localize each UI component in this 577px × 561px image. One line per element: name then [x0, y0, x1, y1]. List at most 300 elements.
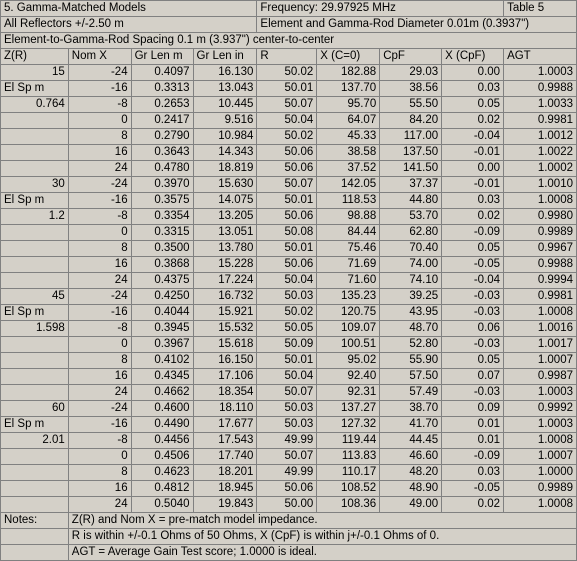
column-header: CpF	[380, 49, 442, 65]
table-cell: 135.23	[317, 289, 380, 305]
table-cell	[1, 113, 69, 129]
table-row	[1, 497, 577, 513]
table-cell: 92.31	[317, 385, 380, 401]
table-cell: 50.03	[257, 289, 317, 305]
table-cell: 48.70	[380, 321, 442, 337]
table-cell: 18.201	[193, 465, 257, 481]
table-cell: El Sp m	[1, 305, 69, 321]
table-cell: 71.60	[317, 273, 380, 289]
table-cell: 37.37	[380, 177, 442, 193]
table-heading: 5. Gamma-Matched Models	[1, 1, 257, 17]
table-cell: 0.3970	[131, 177, 193, 193]
table-cell: 100.51	[317, 337, 380, 353]
table-cell: 74.10	[380, 273, 442, 289]
table-cell: 10.445	[193, 97, 257, 113]
table-cell: 53.70	[380, 209, 442, 225]
table-cell: 0.02	[442, 113, 504, 129]
table-cell: 48.90	[380, 481, 442, 497]
table-cell	[1, 241, 69, 257]
diameter-note: Element and Gamma-Rod Diameter 0.01m (0.3937")	[257, 17, 577, 33]
table-cell	[1, 225, 69, 241]
table-cell: 24	[68, 385, 131, 401]
notes-row	[1, 529, 577, 545]
table-cell	[1, 161, 69, 177]
column-header: Nom X	[68, 49, 131, 65]
table-cell: 2.01	[1, 433, 69, 449]
column-header: Gr Len m	[131, 49, 193, 65]
table-cell: 50.01	[257, 81, 317, 97]
table-cell: 50.03	[257, 401, 317, 417]
table-row	[1, 257, 577, 273]
table-cell: 0.9989	[504, 225, 577, 241]
table-cell: 8	[68, 353, 131, 369]
table-cell: 0	[68, 225, 131, 241]
table-cell: 37.52	[317, 161, 380, 177]
table-cell: 45	[1, 289, 69, 305]
table-cell: 1.0008	[504, 193, 577, 209]
table-cell: 50.04	[257, 113, 317, 129]
table-cell: 1.2	[1, 209, 69, 225]
table-cell: 50.09	[257, 337, 317, 353]
table-row	[1, 449, 577, 465]
table-cell: 0.3575	[131, 193, 193, 209]
table-cell: 0	[68, 113, 131, 129]
table-cell: 50.07	[257, 385, 317, 401]
table-cell: 0.3315	[131, 225, 193, 241]
table-cell: 50.01	[257, 241, 317, 257]
table-cell: 0.9981	[504, 113, 577, 129]
table-row	[1, 369, 577, 385]
table-cell: 118.53	[317, 193, 380, 209]
table-cell: 0.9994	[504, 273, 577, 289]
notes-row	[1, 545, 577, 561]
table-cell: 55.50	[380, 97, 442, 113]
table-cell: 108.36	[317, 497, 380, 513]
table-cell: 50.02	[257, 305, 317, 321]
table-cell: 17.106	[193, 369, 257, 385]
table-cell: 0.03	[442, 81, 504, 97]
table-cell: 49.99	[257, 465, 317, 481]
table-cell: 141.50	[380, 161, 442, 177]
column-header-row	[1, 49, 577, 65]
table-row	[1, 321, 577, 337]
table-cell: 0.4102	[131, 353, 193, 369]
table-cell: -0.03	[442, 337, 504, 353]
table-cell: 84.20	[380, 113, 442, 129]
table-cell: 15	[1, 65, 69, 81]
table-row	[1, 97, 577, 113]
table-cell: 16	[68, 145, 131, 161]
table-cell: 0.2790	[131, 129, 193, 145]
table-cell: 0.4623	[131, 465, 193, 481]
table-cell: 1.0022	[504, 145, 577, 161]
table-cell: 50.05	[257, 321, 317, 337]
table-cell: 0.9967	[504, 241, 577, 257]
table-cell: 0	[68, 337, 131, 353]
table-cell: 13.051	[193, 225, 257, 241]
table-cell	[1, 353, 69, 369]
table-cell: 1.0008	[504, 305, 577, 321]
table-cell: 0.4662	[131, 385, 193, 401]
table-cell: El Sp m	[1, 417, 69, 433]
table-cell: 1.0008	[504, 433, 577, 449]
table-cell: 50.06	[257, 209, 317, 225]
table-cell: 18.354	[193, 385, 257, 401]
table-cell: 13.205	[193, 209, 257, 225]
table-cell: 50.07	[257, 449, 317, 465]
table-cell: 64.07	[317, 113, 380, 129]
table-cell: 29.03	[380, 65, 442, 81]
table-cell: 0.02	[442, 209, 504, 225]
table-cell: 50.08	[257, 225, 317, 241]
table-cell: 0.05	[442, 97, 504, 113]
table-cell: 50.02	[257, 65, 317, 81]
table-cell: 120.75	[317, 305, 380, 321]
table-cell: 44.80	[380, 193, 442, 209]
table-cell	[1, 449, 69, 465]
table-cell: 55.90	[380, 353, 442, 369]
table-cell: 0.4250	[131, 289, 193, 305]
table-cell: 74.00	[380, 257, 442, 273]
table-cell: -0.03	[442, 305, 504, 321]
table-cell: 1.0017	[504, 337, 577, 353]
table-cell: 0.4506	[131, 449, 193, 465]
table-cell	[1, 257, 69, 273]
column-header: X (CpF)	[442, 49, 504, 65]
table-cell: 0.3354	[131, 209, 193, 225]
table-cell: 24	[68, 497, 131, 513]
table-cell: -16	[68, 305, 131, 321]
table-cell: -0.04	[442, 129, 504, 145]
table-cell: 18.110	[193, 401, 257, 417]
table-cell: 13.043	[193, 81, 257, 97]
table-row	[1, 81, 577, 97]
table-cell: 16	[68, 257, 131, 273]
table-cell: 48.20	[380, 465, 442, 481]
table-cell: 0.01	[442, 417, 504, 433]
note-line: AGT = Average Gain Test score; 1.0000 is ideal.	[68, 545, 576, 561]
table-cell: 50.01	[257, 193, 317, 209]
table-cell: 15.921	[193, 305, 257, 321]
title-row-1	[1, 1, 577, 17]
table-cell: 142.05	[317, 177, 380, 193]
table-cell: 0.9992	[504, 401, 577, 417]
table-row	[1, 289, 577, 305]
table-cell: 98.88	[317, 209, 380, 225]
table-cell: 9.516	[193, 113, 257, 129]
table-cell: 0.00	[442, 65, 504, 81]
table-cell: 16	[68, 369, 131, 385]
table-cell: 0.5040	[131, 497, 193, 513]
table-cell: 0.4097	[131, 65, 193, 81]
table-cell: 62.80	[380, 225, 442, 241]
table-row	[1, 433, 577, 449]
table-cell	[1, 145, 69, 161]
table-cell: 57.49	[380, 385, 442, 401]
table-cell: 39.25	[380, 289, 442, 305]
table-row	[1, 177, 577, 193]
table-row	[1, 337, 577, 353]
table-row	[1, 401, 577, 417]
table-cell: 1.0007	[504, 449, 577, 465]
table-cell: 0.4812	[131, 481, 193, 497]
table-cell: El Sp m	[1, 81, 69, 97]
table-cell: 57.50	[380, 369, 442, 385]
table-cell: 0.03	[442, 193, 504, 209]
table-cell: 45.33	[317, 129, 380, 145]
table-cell: 0.764	[1, 97, 69, 113]
table-row	[1, 385, 577, 401]
table-cell: -24	[68, 177, 131, 193]
table-cell: 49.00	[380, 497, 442, 513]
table-cell: 0.4490	[131, 417, 193, 433]
table-cell: 18.819	[193, 161, 257, 177]
table-cell: 0.2653	[131, 97, 193, 113]
column-header: AGT	[504, 49, 577, 65]
table-cell: 13.780	[193, 241, 257, 257]
table-cell: 0.9989	[504, 481, 577, 497]
table-cell: 0.9980	[504, 209, 577, 225]
table-cell: 0.03	[442, 465, 504, 481]
table-cell: 24	[68, 273, 131, 289]
note-line: Z(R) and Nom X = pre-match model impedance.	[68, 513, 576, 529]
table-cell: 137.70	[317, 81, 380, 97]
table-cell: 0.07	[442, 369, 504, 385]
table-cell	[1, 385, 69, 401]
table-cell: 16.130	[193, 65, 257, 81]
table-cell: 1.598	[1, 321, 69, 337]
table-cell	[1, 273, 69, 289]
notes-row	[1, 513, 577, 529]
table-cell	[1, 337, 69, 353]
table-cell: 0.4456	[131, 433, 193, 449]
table-cell: 24	[68, 161, 131, 177]
table-cell: 84.44	[317, 225, 380, 241]
table-cell: -8	[68, 433, 131, 449]
table-cell: -0.03	[442, 385, 504, 401]
table-cell: 0.9988	[504, 257, 577, 273]
table-cell: 1.0008	[504, 497, 577, 513]
table-row	[1, 305, 577, 321]
table-row	[1, 225, 577, 241]
table-cell: 44.45	[380, 433, 442, 449]
table-cell: 92.40	[317, 369, 380, 385]
table-cell: -24	[68, 65, 131, 81]
table-cell: 75.46	[317, 241, 380, 257]
table-cell: 0.4345	[131, 369, 193, 385]
title-row-2	[1, 17, 577, 33]
table-cell: 50.07	[257, 97, 317, 113]
table-cell: 50.02	[257, 129, 317, 145]
table-cell: 50.06	[257, 145, 317, 161]
table-cell: 19.843	[193, 497, 257, 513]
table-cell: 50.01	[257, 353, 317, 369]
table-cell: El Sp m	[1, 193, 69, 209]
table-cell: 1.0016	[504, 321, 577, 337]
table-cell	[1, 465, 69, 481]
table-cell: 8	[68, 129, 131, 145]
table-cell: 15.228	[193, 257, 257, 273]
table-cell: 30	[1, 177, 69, 193]
table-cell: 113.83	[317, 449, 380, 465]
table-cell: 0.4780	[131, 161, 193, 177]
table-cell: 50.03	[257, 417, 317, 433]
reflectors-note: All Reflectors +/-2.50 m	[1, 17, 257, 33]
table-cell: -0.09	[442, 449, 504, 465]
table-cell: 0.9981	[504, 289, 577, 305]
title-row-3	[1, 33, 577, 49]
table-cell: 50.06	[257, 161, 317, 177]
table-cell: 8	[68, 241, 131, 257]
table-cell: 0	[68, 449, 131, 465]
table-cell: -16	[68, 417, 131, 433]
table-cell: 15.532	[193, 321, 257, 337]
table-cell: 8	[68, 465, 131, 481]
table-cell	[1, 369, 69, 385]
table-cell: 0.2417	[131, 113, 193, 129]
table-cell: 1.0007	[504, 353, 577, 369]
table-cell: 60	[1, 401, 69, 417]
table-cell: 95.02	[317, 353, 380, 369]
table-cell: 1.0010	[504, 177, 577, 193]
table-cell: 15.630	[193, 177, 257, 193]
table-cell: 14.075	[193, 193, 257, 209]
table-cell: 17.740	[193, 449, 257, 465]
table-cell: 109.07	[317, 321, 380, 337]
table-cell: 0.3868	[131, 257, 193, 273]
table-cell: 38.56	[380, 81, 442, 97]
table-cell: 1.0003	[504, 385, 577, 401]
notes-label	[1, 545, 69, 561]
table-cell: 41.70	[380, 417, 442, 433]
table-row	[1, 209, 577, 225]
table-cell: 0.3945	[131, 321, 193, 337]
table-cell: 1.0000	[504, 465, 577, 481]
table-cell: -16	[68, 193, 131, 209]
spacing-note: Element-to-Gamma-Rod Spacing 0.1 m (3.937") center-to-center	[1, 33, 577, 49]
table-cell: 16.732	[193, 289, 257, 305]
table-cell: -0.05	[442, 481, 504, 497]
table-cell: 50.00	[257, 497, 317, 513]
column-header: X (C=0)	[317, 49, 380, 65]
table-row	[1, 145, 577, 161]
table-cell: 0.4600	[131, 401, 193, 417]
table-row	[1, 353, 577, 369]
table-cell: 71.69	[317, 257, 380, 273]
table-cell: 0.9987	[504, 369, 577, 385]
table-cell: 16.150	[193, 353, 257, 369]
notes-label	[1, 529, 69, 545]
table-row	[1, 481, 577, 497]
table-cell: 17.677	[193, 417, 257, 433]
table-cell: 38.58	[317, 145, 380, 161]
column-header: Gr Len in	[193, 49, 257, 65]
table-cell: 0.06	[442, 321, 504, 337]
table-cell: -24	[68, 401, 131, 417]
table-cell: -0.01	[442, 177, 504, 193]
table-cell	[1, 481, 69, 497]
table-cell: 0.3313	[131, 81, 193, 97]
table-cell: -24	[68, 289, 131, 305]
table-cell: 50.04	[257, 273, 317, 289]
table-row	[1, 129, 577, 145]
table-cell: 182.88	[317, 65, 380, 81]
table-row	[1, 65, 577, 81]
table-cell: 117.00	[380, 129, 442, 145]
table-cell: 0.9988	[504, 81, 577, 97]
table-cell: -8	[68, 209, 131, 225]
table-cell: 0.09	[442, 401, 504, 417]
column-header: Z(R)	[1, 49, 69, 65]
notes-label: Notes:	[1, 513, 69, 529]
table-cell: 38.70	[380, 401, 442, 417]
table-cell: 0.05	[442, 241, 504, 257]
table-cell: 0.3500	[131, 241, 193, 257]
table-row	[1, 465, 577, 481]
table-cell: 17.543	[193, 433, 257, 449]
table-cell: 0.00	[442, 161, 504, 177]
table-cell: 0.4375	[131, 273, 193, 289]
table-cell: 0.05	[442, 353, 504, 369]
table-cell: 95.70	[317, 97, 380, 113]
table-cell: 0.3967	[131, 337, 193, 353]
table-cell: 52.80	[380, 337, 442, 353]
table-cell: 0.4044	[131, 305, 193, 321]
table-cell: 1.0012	[504, 129, 577, 145]
table-cell: 119.44	[317, 433, 380, 449]
table-cell: -0.09	[442, 225, 504, 241]
table-cell: 110.17	[317, 465, 380, 481]
table-row	[1, 113, 577, 129]
table-cell: 1.0003	[504, 417, 577, 433]
table-cell: -0.03	[442, 289, 504, 305]
table-cell: -8	[68, 321, 131, 337]
note-line: R is within +/-0.1 Ohms of 50 Ohms, X (CpF) is within j+/-0.1 Ohms of 0.	[68, 529, 576, 545]
table-cell: 46.60	[380, 449, 442, 465]
table-cell: 0.3643	[131, 145, 193, 161]
table-cell: 49.99	[257, 433, 317, 449]
table-number: Table 5	[504, 1, 577, 17]
table-cell: 0.02	[442, 497, 504, 513]
table-row	[1, 161, 577, 177]
table-cell: 1.0033	[504, 97, 577, 113]
table-cell: 0.01	[442, 433, 504, 449]
table-cell: 18.945	[193, 481, 257, 497]
table-row	[1, 193, 577, 209]
table-cell: 1.0002	[504, 161, 577, 177]
table-cell: 108.52	[317, 481, 380, 497]
table-row	[1, 273, 577, 289]
table-cell: 137.50	[380, 145, 442, 161]
table-cell: 10.984	[193, 129, 257, 145]
column-header: R	[257, 49, 317, 65]
table-cell: 15.618	[193, 337, 257, 353]
table-cell	[1, 497, 69, 513]
table-cell: 50.04	[257, 369, 317, 385]
table-cell: 127.32	[317, 417, 380, 433]
table-cell: 43.95	[380, 305, 442, 321]
table-cell: 50.06	[257, 257, 317, 273]
table-cell: 16	[68, 481, 131, 497]
table-cell: -0.05	[442, 257, 504, 273]
table-cell: 70.40	[380, 241, 442, 257]
table-row	[1, 241, 577, 257]
table-cell: -0.04	[442, 273, 504, 289]
frequency-label: Frequency: 29.97925 MHz	[257, 1, 504, 17]
table-cell: 137.27	[317, 401, 380, 417]
table-cell: 17.224	[193, 273, 257, 289]
table-cell: -0.01	[442, 145, 504, 161]
